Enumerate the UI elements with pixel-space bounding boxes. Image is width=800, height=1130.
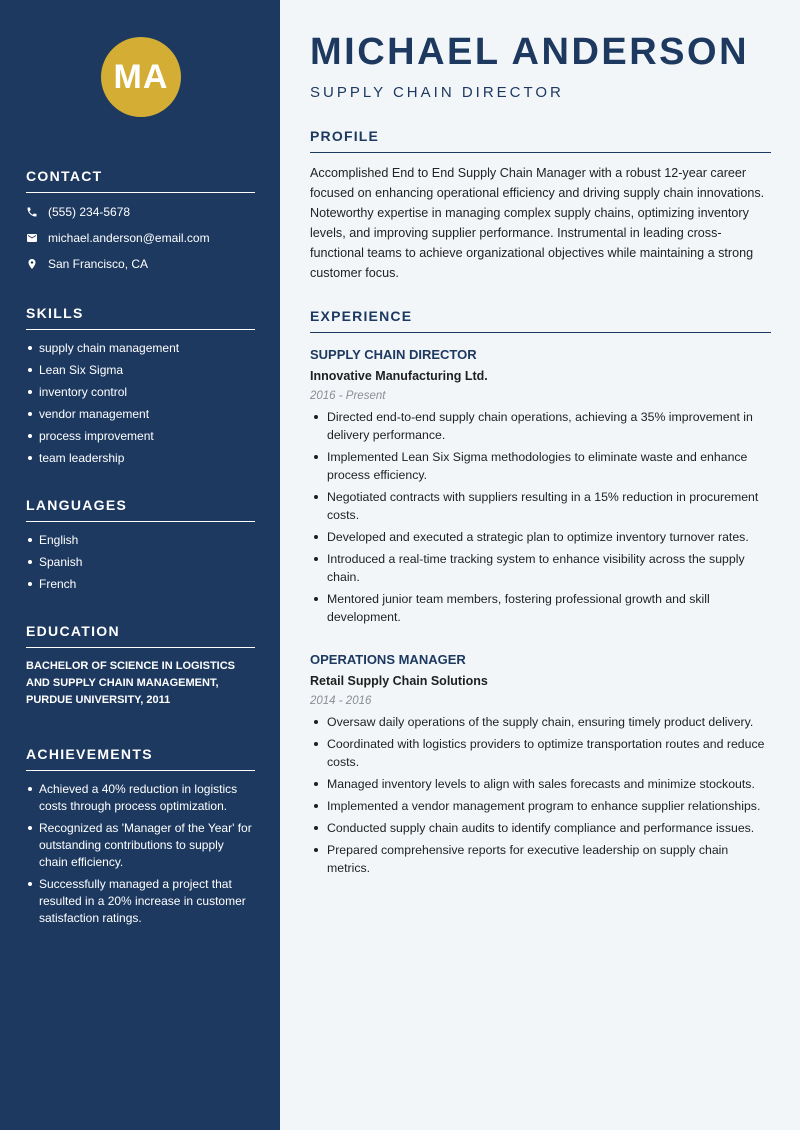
job-title: SUPPLY CHAIN DIRECTOR (310, 347, 477, 362)
skill-item: inventory control (26, 384, 255, 400)
languages-list (26, 532, 255, 592)
achievement-item: Recognized as 'Manager of the Year' for outstanding contributions to supply chain efficiency. (26, 820, 255, 871)
location-pin-icon (26, 258, 48, 270)
job-bullet: Negotiated contracts with suppliers resulting in a 15% reduction in procurement costs. (310, 488, 771, 524)
job-bullets (310, 713, 771, 877)
job-bullet: Developed and executed a strategic plan to optimize inventory turnover rates. (310, 528, 771, 546)
languages-section (26, 497, 255, 598)
job-bullet: Oversaw daily operations of the supply chain, ensuring timely product delivery. (310, 713, 771, 731)
profile-heading: PROFILE (310, 128, 771, 153)
education-section (26, 623, 255, 709)
language-item: English (26, 532, 255, 548)
job-bullet: Implemented a vendor management program to enhance supplier relationships. (310, 797, 771, 815)
skill-item: process improvement (26, 428, 255, 444)
contact-email (26, 225, 255, 251)
candidate-role: SUPPLY CHAIN DIRECTOR (310, 84, 564, 101)
sidebar (0, 0, 280, 1130)
candidate-name: MICHAEL ANDERSON (310, 31, 750, 73)
job-bullet: Directed end-to-end supply chain operations, achieving a 35% improvement in delivery performance. (310, 408, 771, 444)
job-bullet: Conducted supply chain audits to identify compliance and performance issues. (310, 819, 771, 837)
job-entry (310, 652, 771, 881)
contact-heading: CONTACT (26, 168, 255, 193)
skill-item: vendor management (26, 406, 255, 422)
achievements-list (26, 781, 255, 927)
phone-icon (26, 206, 48, 218)
experience-heading: EXPERIENCE (310, 308, 771, 333)
job-bullet: Prepared comprehensive reports for executive leadership on supply chain metrics. (310, 841, 771, 877)
skill-item: supply chain management (26, 340, 255, 356)
profile-summary: Accomplished End to End Supply Chain Manager with a robust 12-year career focused on enhancing operational efficiency and driving supply chain innovations. Noteworthy expertise in managing complex supply chains, optimizing inventory levels, and improving supplier performance. Instrumental in leading cross-functional teams to achieve organizational objectives while maintaining a strong customer focus. (310, 166, 765, 280)
skills-section (26, 305, 255, 472)
email-icon (26, 232, 48, 244)
language-item: Spanish (26, 554, 255, 570)
achievement-item: Achieved a 40% reduction in logistics costs through process optimization. (26, 781, 255, 815)
contact-phone (26, 199, 255, 225)
skill-item: Lean Six Sigma (26, 362, 255, 378)
contact-section (26, 168, 255, 277)
job-company: Innovative Manufacturing Ltd. (310, 369, 488, 383)
achievements-section (26, 746, 255, 932)
job-dates: 2016 - Present (310, 390, 386, 402)
job-bullet: Implemented Lean Six Sigma methodologies to eliminate waste and enhance process efficiency. (310, 448, 771, 484)
language-item: French (26, 576, 255, 592)
job-company: Retail Supply Chain Solutions (310, 674, 488, 688)
job-bullet: Mentored junior team members, fostering professional growth and skill development. (310, 590, 771, 626)
job-entry (310, 347, 771, 630)
job-dates: 2014 - 2016 (310, 695, 372, 707)
education-degree: BACHELOR OF SCIENCE IN LOGISTICS AND SUPPLY CHAIN MANAGEMENT, PURDUE UNIVERSITY, 2011 (26, 660, 236, 706)
location-text: San Francisco, CA (48, 257, 149, 271)
skill-item: team leadership (26, 450, 255, 466)
education-heading: EDUCATION (26, 623, 255, 648)
job-bullet: Managed inventory levels to align with sales forecasts and minimize stockouts. (310, 775, 771, 793)
languages-heading: LANGUAGES (26, 497, 255, 522)
achievements-heading: ACHIEVEMENTS (26, 746, 255, 771)
phone-text: (555) 234-5678 (48, 205, 131, 219)
job-bullet: Introduced a real-time tracking system to enhance visibility across the supply chain. (310, 550, 771, 586)
email-text: michael.anderson@email.com (48, 231, 210, 245)
job-bullets (310, 408, 771, 626)
skills-list (26, 340, 255, 466)
skills-heading: SKILLS (26, 305, 255, 330)
job-bullet: Coordinated with logistics providers to optimize transportation routes and reduce costs. (310, 735, 771, 771)
achievement-item: Successfully managed a project that resulted in a 20% increase in customer satisfaction ratings. (26, 876, 255, 927)
avatar: MA (101, 37, 181, 117)
job-title: OPERATIONS MANAGER (310, 652, 466, 667)
contact-location (26, 251, 255, 277)
